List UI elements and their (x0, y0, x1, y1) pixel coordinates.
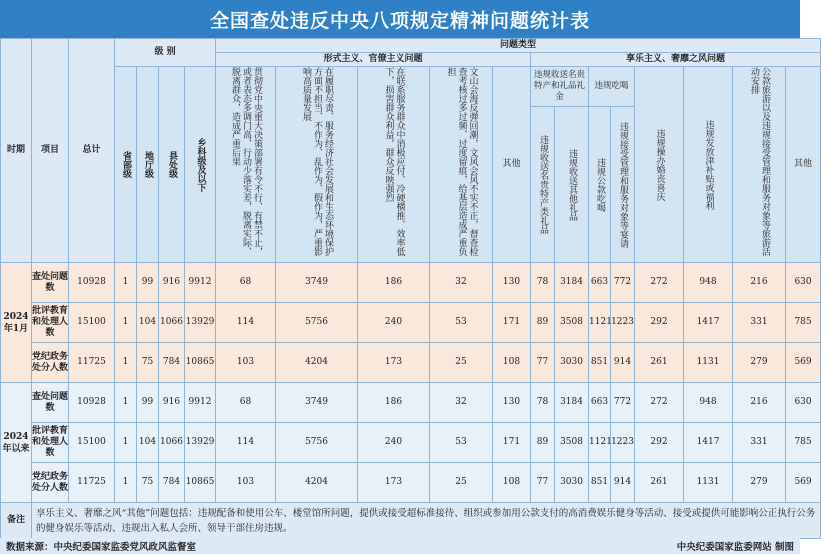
value-cell: 4204 (276, 463, 358, 503)
value-cell: 173 (358, 463, 430, 503)
value-cell: 785 (786, 303, 821, 343)
value-cell: 772 (611, 263, 635, 303)
formalism-col-1: 贯彻党中央重大决策部署有令不行、有禁不止，或者表态多调门高、行动少落实差，脱离实际、脱离群众，造成严重后果 (216, 67, 276, 263)
value-cell: 1 (115, 423, 137, 463)
value-cell: 784 (159, 463, 185, 503)
value-cell: 1 (115, 463, 137, 503)
value-cell: 785 (786, 423, 821, 463)
value-cell: 99 (137, 263, 159, 303)
value-cell: 1417 (684, 303, 733, 343)
value-cell: 948 (684, 263, 733, 303)
value-cell: 13929 (185, 303, 216, 343)
dining-col-public: 违规公款吃喝 (589, 107, 611, 263)
value-cell: 130 (493, 263, 531, 303)
value-cell: 78 (531, 263, 555, 303)
level-group-header: 级 别 (115, 39, 216, 67)
value-cell: 272 (635, 383, 684, 423)
gift-group-header: 违规收送名贵特产和礼品礼金 (531, 67, 589, 107)
value-cell: 89 (531, 423, 555, 463)
row-item: 查处问题数 (32, 263, 69, 303)
level-township: 乡科级及以下 (185, 67, 216, 263)
value-cell: 53 (430, 423, 493, 463)
value-cell: 1 (115, 383, 137, 423)
value-cell: 10928 (69, 383, 115, 423)
value-cell: 663 (589, 383, 611, 423)
value-cell: 77 (531, 343, 555, 383)
value-cell: 630 (786, 383, 821, 423)
period-label: 2024年以来 (1, 383, 32, 503)
value-cell: 4204 (276, 343, 358, 383)
value-cell: 331 (733, 423, 786, 463)
value-cell: 108 (493, 463, 531, 503)
value-cell: 5756 (276, 423, 358, 463)
row-item: 批评教育和处理人数 (32, 303, 69, 343)
value-cell: 1121 (589, 423, 611, 463)
value-cell: 663 (589, 263, 611, 303)
value-cell: 569 (786, 463, 821, 503)
table-row (1, 343, 821, 383)
value-cell: 3749 (276, 263, 358, 303)
value-cell: 186 (358, 383, 430, 423)
value-cell: 1066 (159, 303, 185, 343)
value-cell: 569 (786, 343, 821, 383)
value-cell: 1223 (611, 423, 635, 463)
value-cell: 89 (531, 303, 555, 343)
value-cell: 851 (589, 463, 611, 503)
value-cell: 3749 (276, 383, 358, 423)
value-cell: 1121 (589, 303, 611, 343)
value-cell: 240 (358, 303, 430, 343)
row-item: 党纪政务处分人数 (32, 463, 69, 503)
value-cell: 75 (137, 463, 159, 503)
value-cell: 240 (358, 423, 430, 463)
value-cell: 1223 (611, 303, 635, 343)
value-cell: 173 (358, 343, 430, 383)
formalism-col-2: 在履职尽责、服务经济社会发展和生态环境保护方面不担当、不作为、乱作为、假作为，严重影响高质量发展 (276, 67, 358, 263)
period-header: 时期 (1, 39, 32, 263)
value-cell: 216 (733, 263, 786, 303)
value-cell: 68 (216, 383, 276, 423)
value-cell: 78 (531, 383, 555, 423)
formalism-group-header: 形式主义、官僚主义问题 (216, 53, 531, 67)
level-prefecture: 地厅级 (137, 67, 159, 263)
level-province: 省部级 (115, 67, 137, 263)
value-cell: 10865 (185, 463, 216, 503)
value-cell: 32 (430, 383, 493, 423)
total-header: 总计 (69, 39, 115, 263)
row-item: 查处问题数 (32, 383, 69, 423)
credit: 中央纪委国家监委网站 制图 (676, 542, 794, 553)
hedonism-col-allowances: 违规发放津补贴或福利 (684, 67, 733, 263)
value-cell: 11725 (69, 343, 115, 383)
value-cell: 916 (159, 383, 185, 423)
period-label: 2024年1月 (1, 263, 32, 383)
item-header: 项目 (32, 39, 69, 263)
value-cell: 948 (684, 383, 733, 423)
value-cell: 25 (430, 343, 493, 383)
value-cell: 186 (358, 263, 430, 303)
value-cell: 772 (611, 383, 635, 423)
value-cell: 292 (635, 423, 684, 463)
note-text: 享乐主义、奢靡之风“其他”问题包括：违规配备和使用公车、楼堂馆所问题，提供或接受超标准接待、组织或参加用公款支付的高消费娱乐健身等活动、接受或提供可能影响公正执行公务的健身娱乐等活动、违规出入私人会所、领导干部住房违规。 (32, 503, 821, 539)
value-cell: 1131 (684, 463, 733, 503)
gift-col-specialty: 违规收送名贵特产类礼品 (531, 107, 555, 263)
hedonism-col-other: 其他 (786, 67, 821, 263)
note-label: 备注 (1, 503, 32, 539)
footer (0, 538, 800, 554)
value-cell: 114 (216, 303, 276, 343)
value-cell: 1 (115, 343, 137, 383)
value-cell: 784 (159, 343, 185, 383)
value-cell: 130 (493, 383, 531, 423)
value-cell: 171 (493, 303, 531, 343)
gift-col-other: 违规收送其他礼品 (555, 107, 589, 263)
value-cell: 104 (137, 303, 159, 343)
value-cell: 292 (635, 303, 684, 343)
value-cell: 9912 (185, 263, 216, 303)
value-cell: 114 (216, 423, 276, 463)
data-source: 数据来源：中央纪委国家监委党风政风监督室 (6, 542, 197, 553)
value-cell: 108 (493, 343, 531, 383)
table-row (1, 383, 821, 423)
value-cell: 104 (137, 423, 159, 463)
value-cell: 630 (786, 263, 821, 303)
value-cell: 1066 (159, 423, 185, 463)
value-cell: 9912 (185, 383, 216, 423)
formalism-col-other: 其他 (493, 67, 531, 263)
value-cell: 103 (216, 463, 276, 503)
value-cell: 272 (635, 263, 684, 303)
value-cell: 99 (137, 383, 159, 423)
dining-group-header: 违规吃喝 (589, 67, 635, 107)
table-row (1, 303, 821, 343)
hedonism-group-header: 享乐主义、奢靡之风问题 (531, 53, 821, 67)
value-cell: 3508 (555, 303, 589, 343)
value-cell: 279 (733, 343, 786, 383)
value-cell: 77 (531, 463, 555, 503)
value-cell: 3184 (555, 383, 589, 423)
value-cell: 13929 (185, 423, 216, 463)
value-cell: 10928 (69, 263, 115, 303)
problem-type-header: 问题类型 (216, 39, 821, 53)
value-cell: 68 (216, 263, 276, 303)
value-cell: 1 (115, 263, 137, 303)
value-cell: 11725 (69, 463, 115, 503)
dining-col-banquet: 违规接受管理和服务对象等宴请 (611, 107, 635, 263)
table-row (1, 423, 821, 463)
value-cell: 3030 (555, 343, 589, 383)
value-cell: 103 (216, 343, 276, 383)
value-cell: 914 (611, 343, 635, 383)
value-cell: 1 (115, 303, 137, 343)
formalism-col-4: 文山会海反弹回潮，文风会风不实不正，督查检查考核过多过频、过度留痕，给基层造成严重负担 (430, 67, 493, 263)
formalism-col-3: 在联系服务群众中消极应付、冷硬横推、效率低下，损害群众利益，群众反映强烈 (358, 67, 430, 263)
value-cell: 3030 (555, 463, 589, 503)
value-cell: 261 (635, 463, 684, 503)
value-cell: 1417 (684, 423, 733, 463)
value-cell: 10865 (185, 343, 216, 383)
hedonism-col-travel: 公款旅游以及违规接受管理和服务对象等旅游活动安排 (733, 67, 786, 263)
value-cell: 279 (733, 463, 786, 503)
value-cell: 914 (611, 463, 635, 503)
value-cell: 25 (430, 463, 493, 503)
value-cell: 851 (589, 343, 611, 383)
value-cell: 916 (159, 263, 185, 303)
page-title: 全国查处违反中央八项规定精神问题统计表 (0, 0, 800, 38)
value-cell: 261 (635, 343, 684, 383)
value-cell: 331 (733, 303, 786, 343)
statistics-table (0, 38, 821, 539)
value-cell: 216 (733, 383, 786, 423)
value-cell: 75 (137, 343, 159, 383)
hedonism-col-weddings: 违规操办婚丧喜庆 (635, 67, 684, 263)
value-cell: 171 (493, 423, 531, 463)
row-item: 党纪政务处分人数 (32, 343, 69, 383)
level-county: 县处级 (159, 67, 185, 263)
value-cell: 3184 (555, 263, 589, 303)
value-cell: 1131 (684, 343, 733, 383)
value-cell: 32 (430, 263, 493, 303)
value-cell: 15100 (69, 423, 115, 463)
value-cell: 5756 (276, 303, 358, 343)
row-item: 批评教育和处理人数 (32, 423, 69, 463)
value-cell: 53 (430, 303, 493, 343)
table-row (1, 263, 821, 303)
value-cell: 3508 (555, 423, 589, 463)
table-row (1, 463, 821, 503)
value-cell: 15100 (69, 303, 115, 343)
